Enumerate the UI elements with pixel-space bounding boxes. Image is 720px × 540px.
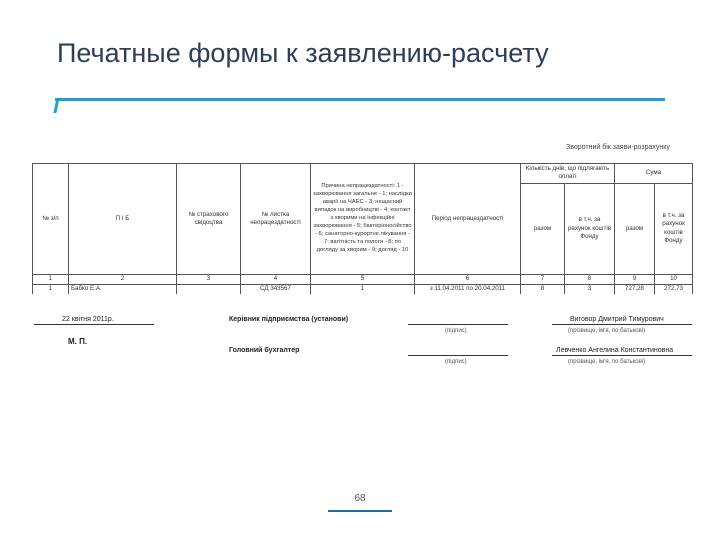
head-name-line xyxy=(552,324,692,325)
stamp-place: М. П. xyxy=(68,337,88,346)
header-amount-total: разом xyxy=(615,183,655,274)
column-number-row xyxy=(33,274,693,284)
cell-insurance-cert xyxy=(177,284,241,294)
header-days-fund: в т.ч. за рахунок коштів Фонду xyxy=(565,183,615,274)
accountant-signature-line xyxy=(408,355,508,356)
cell-pib: Бабко Е.А. xyxy=(69,284,177,294)
column-number: 2 xyxy=(69,274,177,284)
header-amount-fund: в т.ч. за рахунок коштів Фонду xyxy=(655,183,693,274)
column-number: 1 xyxy=(33,274,69,284)
cell-period: з 11.04.2011 по 20.04.2011 xyxy=(415,284,521,294)
column-number: 3 xyxy=(177,274,241,284)
accountant-label: Головний бухгалтер xyxy=(229,347,300,354)
head-name-caption: (прізвище, ім'я, по батькові) xyxy=(568,328,646,334)
cell-reason: 1 xyxy=(311,284,415,294)
page-number-underline xyxy=(328,510,392,512)
head-signature-line xyxy=(408,324,508,325)
cell-num: 1 xyxy=(33,284,69,294)
head-name: Виговор Дмитрий Тимурович xyxy=(570,316,664,323)
column-number: 8 xyxy=(565,274,615,284)
column-number: 7 xyxy=(521,274,565,284)
column-number: 10 xyxy=(655,274,693,284)
header-pib: П І Б xyxy=(69,164,177,275)
accountant-name: Левченко Ангелина Константиновна xyxy=(556,347,674,354)
header-amount-group: Сума xyxy=(615,164,693,184)
header-sick-leave: № листка непрацездатності xyxy=(241,164,311,275)
column-number: 4 xyxy=(241,274,311,284)
header-num: № з/п xyxy=(33,164,69,275)
column-number: 5 xyxy=(311,274,415,284)
slide-title: Печатные формы к заявлению-расчету xyxy=(57,38,549,68)
cell-days-total: 8 xyxy=(521,284,565,294)
cell-sick-leave: СД 343567 xyxy=(241,284,311,294)
header-days-group: Кількість днів, що підлягають оплаті xyxy=(521,164,615,184)
header-period: Період непрацездатності xyxy=(415,164,521,275)
head-label: Керівник підприємства (установи) xyxy=(229,316,349,323)
head-signature-caption: (підпис) xyxy=(445,328,467,334)
header-days-total: разом xyxy=(521,183,565,274)
accountant-name-caption: (прізвище, ім'я, по батькові) xyxy=(568,359,646,365)
accountant-signature-caption: (підпис) xyxy=(445,359,467,365)
column-number: 9 xyxy=(615,274,655,284)
document-caption: Зворотний бік заяви-розрахунку xyxy=(566,144,670,151)
signature-date: 22 квітня 2011р. xyxy=(62,316,114,323)
column-number: 6 xyxy=(415,274,521,284)
page-number: 68 xyxy=(354,493,366,504)
sick-leave-table xyxy=(32,163,693,294)
cell-amount-total: 727,28 xyxy=(615,284,655,294)
cell-amount-fund: 272,73 xyxy=(655,284,693,294)
header-insurance-cert: № страхового свідоцтва xyxy=(177,164,241,275)
date-line xyxy=(34,324,154,325)
cell-days-fund: 3 xyxy=(565,284,615,294)
table-row xyxy=(33,284,693,294)
title-divider xyxy=(55,98,665,101)
accountant-name-line xyxy=(552,355,692,356)
header-reason: Причина непрацездатності: 1 - захворювання загальне - 1; наслідки аварії на ЧАЕС - 3; нещасний випадок на виробництві - 4; контакт з хворими на інфекційні захворювання - 5; бактеріоносійство - 6; санаторно-курортне лікування - 7; вагітність та пологи - 8; по догляду за хворим - 9; догляд - 10 xyxy=(311,164,415,275)
